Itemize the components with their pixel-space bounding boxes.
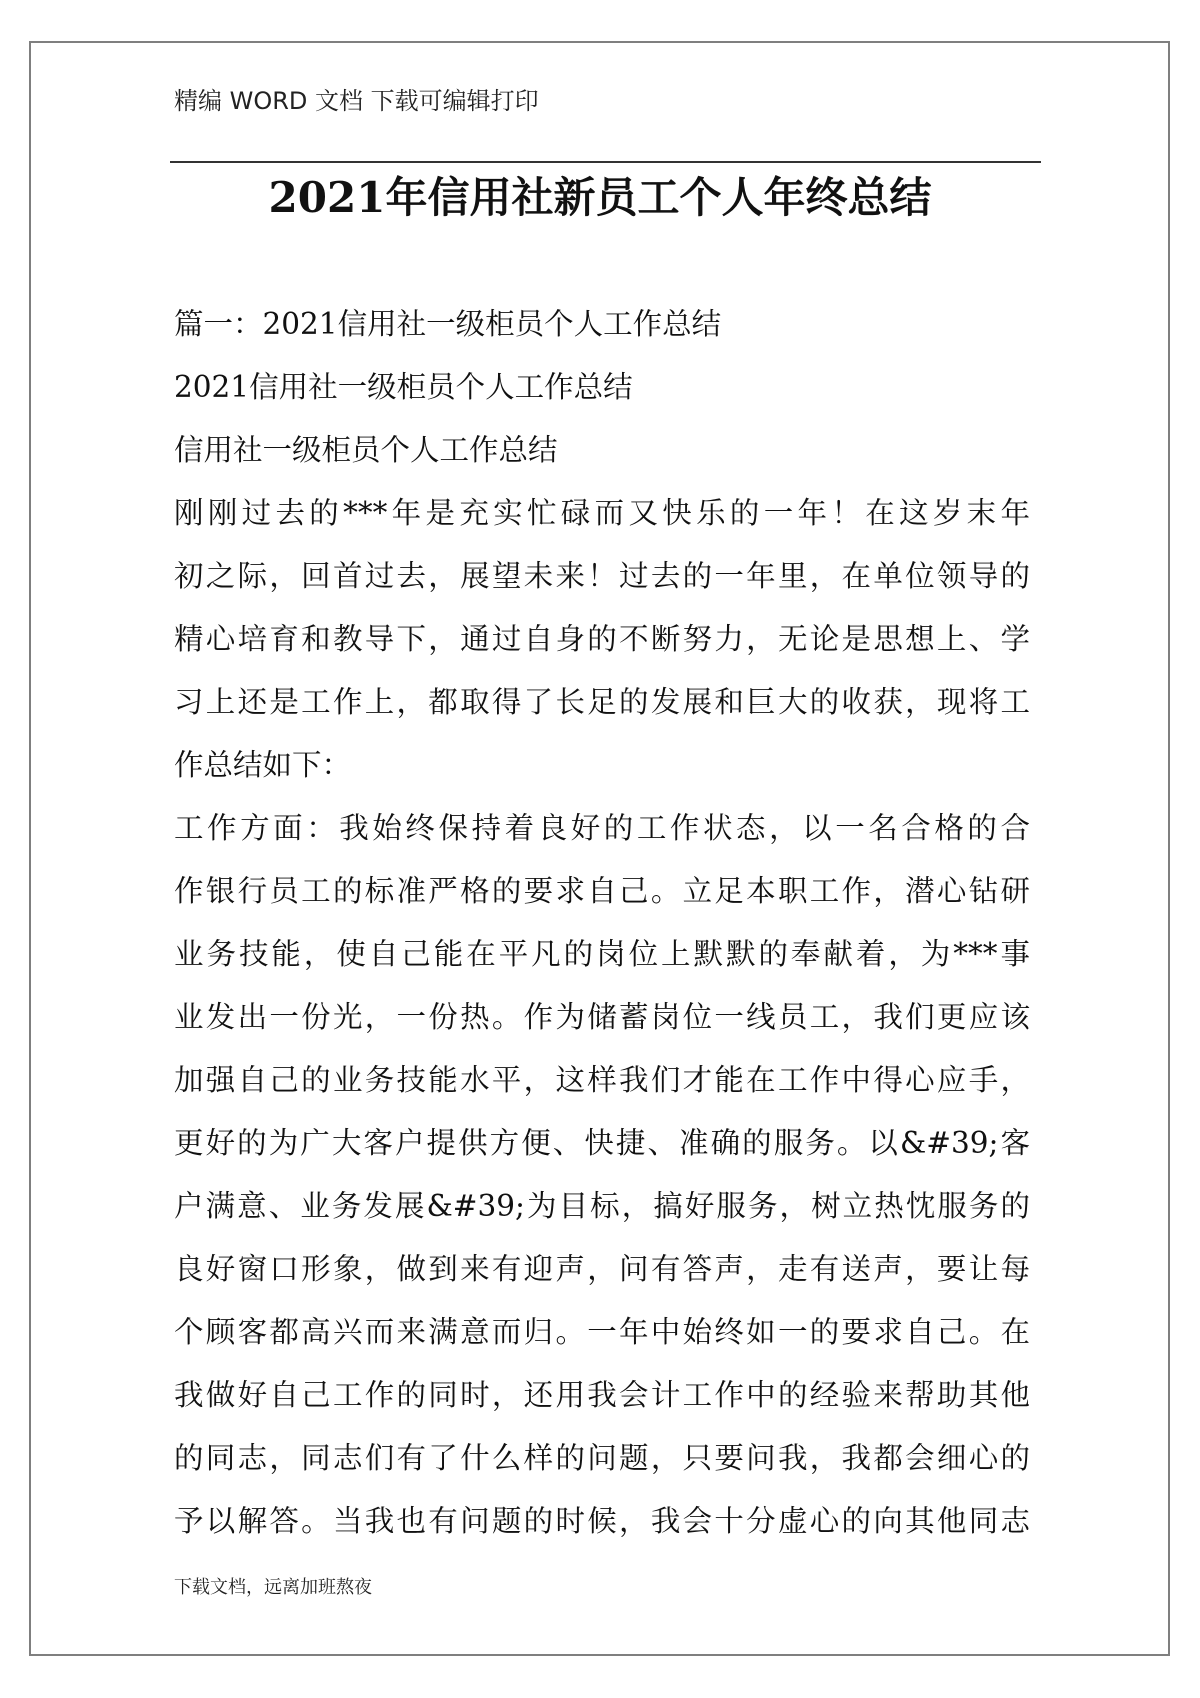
subtitle-line: 信用社一级柜员个人工作总结: [174, 433, 558, 467]
paragraph-line: 户满意、业务发展&#39;为目标，搞好服务，树立热忱服务的: [174, 1189, 1030, 1223]
paragraph-line: 加强自己的业务技能水平，这样我们才能在工作中得心应手，: [174, 1063, 1030, 1097]
footer-text: 下载文档，远离加班熬夜: [174, 1577, 372, 1598]
paragraph-line: 良好窗口形象，做到来有迎声，问有答声，走有送声，要让每: [174, 1252, 1030, 1286]
paragraph-line: 个顾客都高兴而来满意而归。一年中始终如一的要求自己。在: [174, 1315, 1030, 1349]
subtitle-line: 2021信用社一级柜员个人工作总结: [174, 370, 633, 404]
document-title: 2021年信用社新员工个人年终总结: [268, 173, 932, 222]
paragraph-line: 习上还是工作上，都取得了长足的发展和巨大的收获，现将工: [174, 685, 1030, 719]
section-heading: 篇一：2021信用社一级柜员个人工作总结: [174, 307, 722, 341]
header-text: 精编 WORD 文档 下载可编辑打印: [174, 87, 539, 115]
paragraph-line: 予以解答。当我也有问题的时候，我会十分虚心的向其他同志: [174, 1504, 1030, 1538]
header-divider: [170, 161, 1041, 163]
paragraph-line: 初之际，回首过去，展望未来！过去的一年里，在单位领导的: [174, 559, 1030, 593]
paragraph-line: 我做好自己工作的同时，还用我会计工作中的经验来帮助其他: [174, 1378, 1030, 1412]
paragraph-line: 更好的为广大客户提供方便、快捷、准确的服务。以&#39;客: [174, 1126, 1030, 1160]
paragraph-line: 工作方面：我始终保持着良好的工作状态，以一名合格的合: [174, 811, 1030, 845]
paragraph-line: 精心培育和教导下，通过自身的不断努力，无论是思想上、学: [174, 622, 1030, 656]
paragraph-line: 作银行员工的标准严格的要求自己。立足本职工作，潜心钻研: [174, 874, 1030, 908]
paragraph-line: 作总结如下：: [174, 748, 352, 782]
paragraph-line: 业务技能，使自己能在平凡的岗位上默默的奉献着，为***事: [174, 937, 1030, 971]
paragraph-line: 的同志，同志们有了什么样的问题，只要问我，我都会细心的: [174, 1441, 1030, 1475]
paragraph-line: 业发出一份光，一份热。作为储蓄岗位一线员工，我们更应该: [174, 1000, 1030, 1034]
paragraph-line: 刚刚过去的***年是充实忙碌而又快乐的一年！在这岁末年: [174, 496, 1030, 530]
